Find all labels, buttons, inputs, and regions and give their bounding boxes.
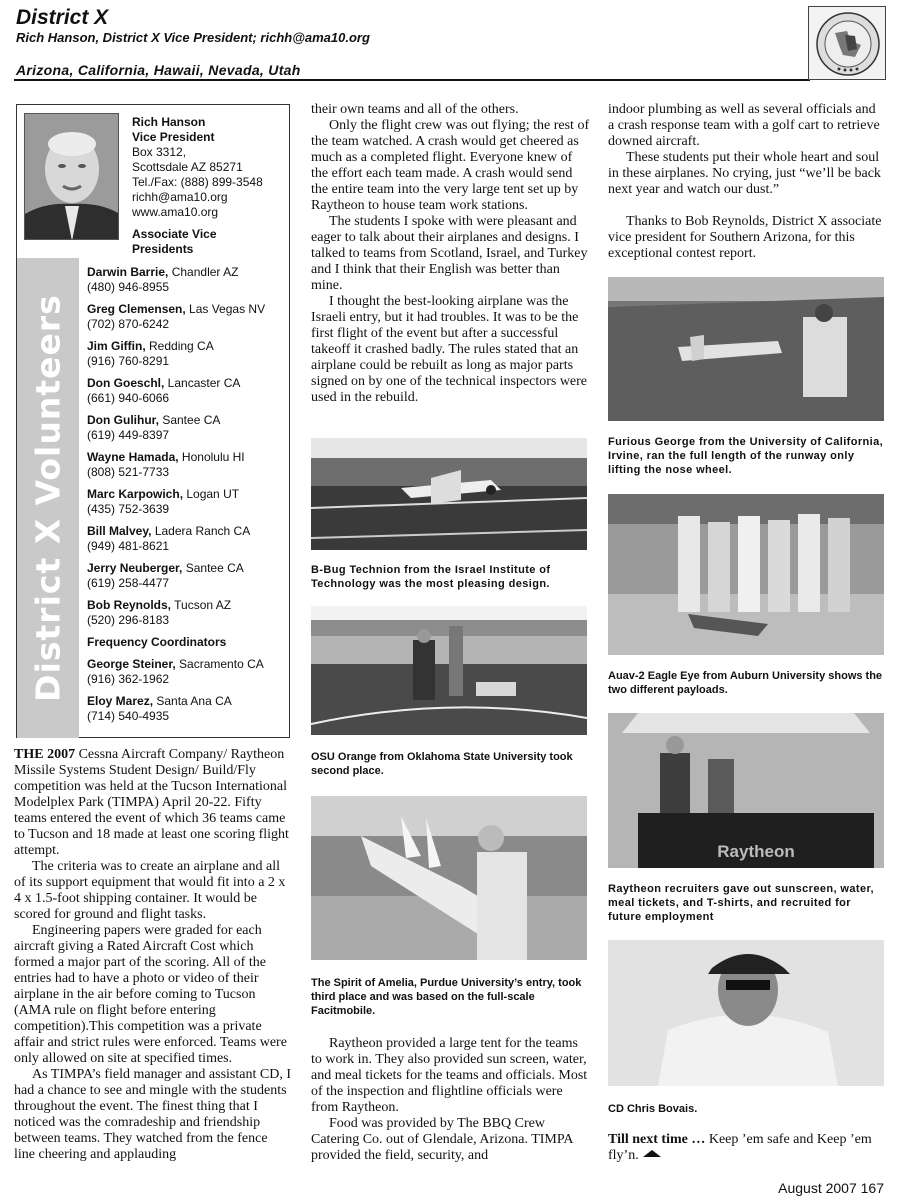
contact-name: Darwin Barrie,	[87, 265, 169, 279]
volunteers-band-label: District X Volunteers	[28, 294, 68, 702]
closing-text: Keep ’em safe and Keep ’em fly’n.	[608, 1132, 872, 1163]
vp-address-line1: Box 3312,	[132, 145, 187, 159]
contact-item	[87, 376, 287, 406]
caption-raytheon: Raytheon recruiters gave out sunscreen, water, meal tickets, and T-shirts, and recruited for future employment	[608, 883, 874, 923]
contact-phone: (435) 752-3639	[87, 502, 170, 516]
contact-phone: (949) 481-8621	[87, 539, 170, 553]
article-paragraph: The criteria was to create an airplane and all of its support equipment that would fit into a 2 x 4 x 1.5-foot shipping container. It would be scored for ground and flight tasks.	[14, 859, 286, 922]
vp-contact-block	[132, 115, 263, 257]
header-rule	[14, 79, 810, 81]
contact-location: Ladera Ranch CA	[151, 524, 251, 538]
seal-icon	[815, 11, 881, 77]
contact-location: Santee CA	[159, 413, 221, 427]
contact-item	[87, 524, 287, 554]
contact-location: Sacramento CA	[175, 657, 264, 671]
article-paragraph: Raytheon provided a large tent for the teams to work in. They also provided sun screen, water, and meal tickets for the teams and officials. Most of the inspection and flightline officials were from Raytheon.	[311, 1036, 588, 1115]
contact-location: Chandler AZ	[168, 265, 239, 279]
article-column-1	[14, 747, 292, 1163]
ama-logo-icon	[642, 1149, 662, 1159]
vp-website-link[interactable]: www.ama10.org	[132, 205, 219, 219]
associate-vp-heading: Associate Vice Presidents	[132, 227, 217, 256]
contact-location: Santee CA	[182, 561, 244, 575]
contact-item	[87, 598, 287, 628]
article-paragraph: The students I spoke with were pleasant and eager to talk about their airplanes and designs. I talked to teams from Scotland, Israel, and Turkey and I think that their English was better than mine.	[311, 214, 588, 293]
caption-george: Furious George from the University of California, Irvine, ran the full length of the runway only lifting the nose wheel.	[608, 436, 884, 476]
contact-phone: (808) 521-7733	[87, 465, 170, 479]
contact-location: Logan UT	[183, 487, 240, 501]
contact-name: Jerry Neuberger,	[87, 561, 183, 575]
page-subtitle: Rich Hanson, District X Vice President; richh@ama10.org	[16, 30, 370, 45]
photo-furious-george	[608, 277, 884, 421]
contact-item	[87, 302, 287, 332]
contact-phone: (714) 540-4935	[87, 709, 170, 723]
photo-auav-eagle-eye	[608, 494, 884, 655]
article-column-3-top	[608, 102, 884, 262]
contact-item	[87, 487, 287, 517]
photo-chris-bovais	[608, 940, 884, 1086]
article-paragraph: Only the flight crew was out flying; the rest of the team watched. A crash would get cheered as much as a completed flight. Everyone knew of the effort each team made. A crash would send the entire team into the very large tent set up by Raytheon to house team work stations.	[311, 118, 590, 213]
volunteers-box	[16, 104, 290, 738]
page-title: District X	[16, 6, 109, 29]
caption-bbug: B-Bug Technion from the Israel Institute of Technology was the most pleasing design.	[311, 564, 551, 590]
article-paragraph: I thought the best-looking airplane was the Israeli entry, but it had troubles. It was to be the first flight of the event but after a successful takeoff it crashed badly. The rules stated that an airplane could be rebuilt as long as major parts signed on by one of the technical inspectors were used in the rebuild.	[311, 294, 588, 405]
contact-phone: (916) 362-1962	[87, 672, 170, 686]
contact-name: Eloy Marez,	[87, 694, 154, 708]
contact-item	[87, 339, 287, 369]
contact-location: Santa Ana CA	[153, 694, 232, 708]
article-column-2-top	[311, 102, 591, 406]
page-footer: August 2007 167	[778, 1180, 884, 1196]
contact-item	[87, 657, 287, 687]
contact-name: Wayne Hamada,	[87, 450, 179, 464]
contact-phone: (702) 870-6242	[87, 317, 170, 331]
article-column-2-bottom	[311, 1036, 591, 1164]
contact-phone: (520) 296-8183	[87, 613, 170, 627]
vp-email-link[interactable]: richh@ama10.org	[132, 190, 228, 204]
caption-bovais: CD Chris Bovais.	[608, 1103, 698, 1115]
contact-phone: (916) 760-8291	[87, 354, 170, 368]
contact-phone: (661) 940-6066	[87, 391, 170, 405]
article-paragraph: THE 2007 Cessna Aircraft Company/ Raytheon Missile Systems Student Design/ Build/Fly competition was held at the Tucson International Modelplex Park (TIMPA) April 20-22. Fifty teams entered the event of which 36 teams came to Tucson and 18 made at least one scoring flight attempt.	[14, 747, 289, 858]
volunteers-band	[17, 258, 79, 738]
article-paragraph: indoor plumbing as well as several officials and a crash response team with a golf cart to retrieve downed aircraft.	[608, 102, 880, 149]
contact-phone: (619) 449-8397	[87, 428, 170, 442]
contact-item	[87, 450, 287, 480]
district-seal-logo	[808, 6, 886, 80]
article-paragraph: Food was provided by The BBQ Crew Catering Co. out of Glendale, Arizona. TIMPA provided the field, security, and	[311, 1116, 573, 1163]
contact-item	[87, 413, 287, 443]
raytheon-banner-text: Raytheon	[717, 842, 795, 861]
contact-name: Bill Malvey,	[87, 524, 152, 538]
vp-name: Rich Hanson	[132, 115, 206, 129]
contact-list	[87, 265, 287, 731]
contact-item	[87, 561, 287, 591]
contact-name: Marc Karpowich,	[87, 487, 184, 501]
caption-amelia: The Spirit of Amelia, Purdue University’s entry, took third place and was based on the full-scale Facitmobile.	[311, 977, 582, 1017]
photo-raytheon-booth	[608, 713, 884, 868]
article-paragraph: Engineering papers were graded for each aircraft giving a Rated Aircraft Cost which formed a major part of the scoring. All of the entries had to have a photo or video of their airplane in the air before coming to Tucson (AMA rule on flight before entering competition).This competition was a private affair and strict rules were enforced. Teams were only allowed on site at specified times.	[14, 923, 287, 1066]
vp-phone: Tel./Fax: (888) 899-3548	[132, 175, 263, 189]
district-states: Arizona, California, Hawaii, Nevada, Utah	[16, 62, 301, 78]
article-lead: THE 2007	[14, 747, 76, 762]
article-paragraph: These students put their whole heart and soul in these airplanes. No crying, just “we’ll be back next year and watch our dust.”	[608, 150, 881, 197]
closing-bold: Till next time …	[608, 1132, 706, 1147]
contact-item	[87, 265, 287, 295]
article-paragraph: Thanks to Bob Reynolds, District X associate vice president for Southern Arizona, for this exceptional contest report.	[608, 214, 882, 261]
contact-location: Honolulu HI	[178, 450, 245, 464]
contact-location: Las Vegas NV	[185, 302, 266, 316]
closing-line	[608, 1132, 884, 1164]
article-paragraph: As TIMPA’s field manager and assistant CD, I had a chance to see and mingle with the students throughout the event. The finest thing that I noticed was the comradeship and friendship between teams. They watched from the fence line cheering and applauding	[14, 1067, 291, 1162]
contact-location: Tucson AZ	[171, 598, 232, 612]
photo-osu-orange	[311, 606, 587, 735]
contact-name: Jim Giffin,	[87, 339, 146, 353]
contact-name: George Steiner,	[87, 657, 176, 671]
contact-item	[87, 694, 287, 724]
photo-bbug-technion	[311, 438, 587, 550]
vp-address-line2: Scottsdale AZ 85271	[132, 160, 243, 174]
contact-phone: (480) 946-8955	[87, 280, 170, 294]
contact-name: Don Goeschl,	[87, 376, 165, 390]
caption-auav: Auav-2 Eagle Eye from Auburn University shows the two different payloads.	[608, 670, 883, 696]
contact-location: Lancaster CA	[164, 376, 241, 390]
photo-spirit-of-amelia	[311, 796, 587, 960]
frequency-coordinators-heading: Frequency Coordinators	[87, 635, 227, 649]
caption-osu: OSU Orange from Oklahoma State University took second place.	[311, 751, 573, 777]
vp-role: Vice President	[132, 130, 215, 144]
contact-name: Don Gulihur,	[87, 413, 159, 427]
vp-portrait-photo	[24, 113, 119, 240]
contact-name: Greg Clemensen,	[87, 302, 186, 316]
contact-name: Bob Reynolds,	[87, 598, 172, 612]
contact-phone: (619) 258-4477	[87, 576, 170, 590]
article-paragraph: their own teams and all of the others.	[311, 102, 519, 117]
contact-location: Redding CA	[145, 339, 214, 353]
